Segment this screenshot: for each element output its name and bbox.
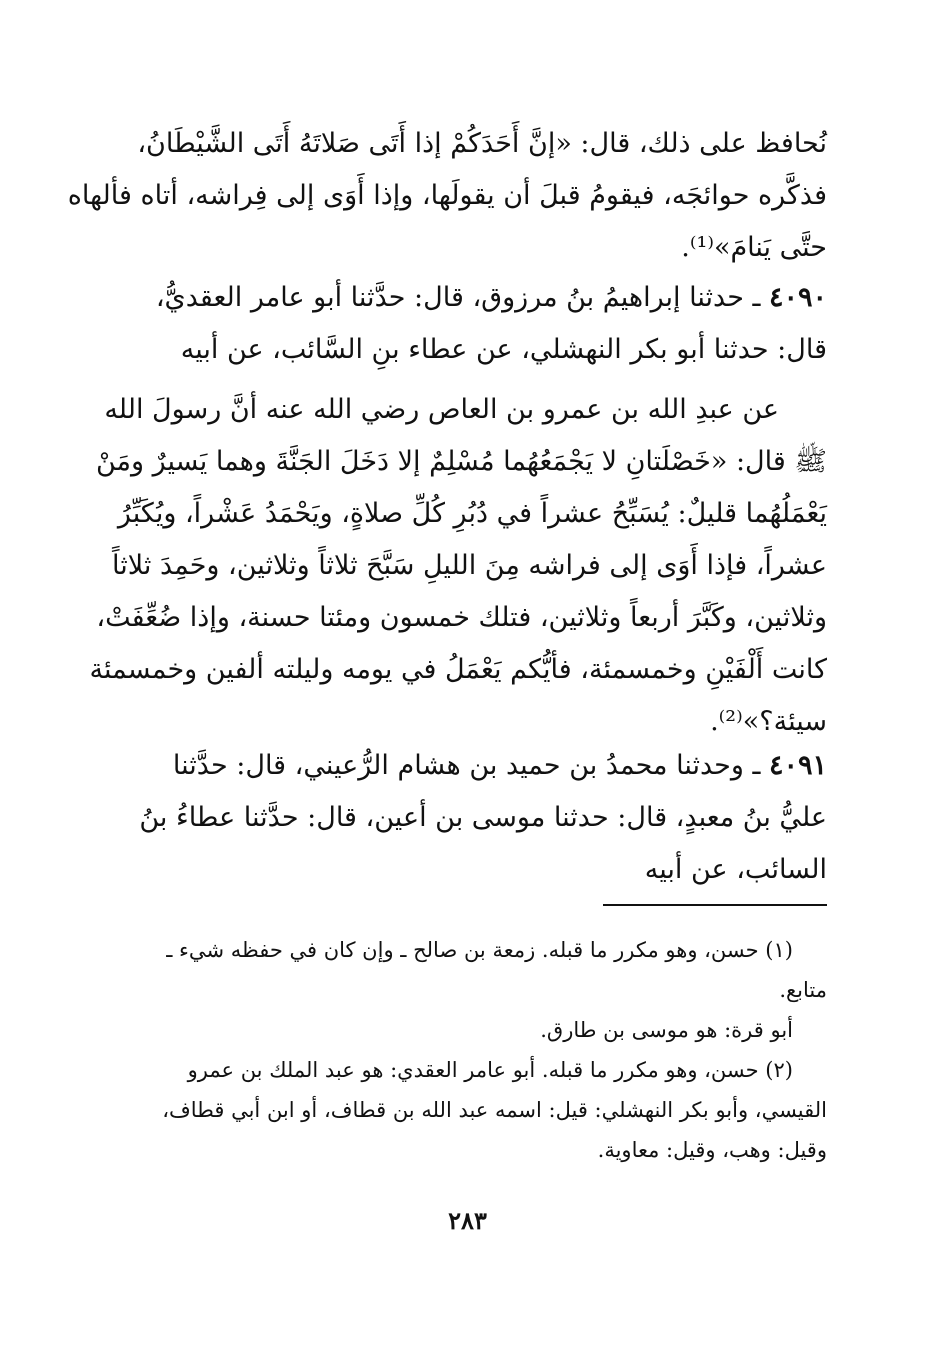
text-line-content: ـ وحدثنا محمدُ بن حميد بن هشام الرُّعيني، قال: حدَّثنا xyxy=(172,750,761,781)
text-line: عن عبدِ الله بن عمرو بن العاص رضي الله عنه أنَّ رسولَ الله xyxy=(104,394,779,425)
text-line: كانت أَلْفَيْنِ وخمسمئة، فأيُّكم يَعْمَلُ في يومه وليلته ألفين وخمسمئة xyxy=(89,654,827,685)
hadith-4090-isnad xyxy=(107,272,827,376)
text-line: حتَّى يَنامَ»⁽¹⁾. xyxy=(681,232,827,263)
footnote-line: أبو قرة: هو موسى بن طارق. xyxy=(540,1018,793,1042)
text-line: يَعْمَلُهُما قليلٌ: يُسَبِّحُ عشراً في دُبُرِ كُلِّ صلاةٍ، ويَحْمَدُ عَشْراً، ويُكَبِّرُ xyxy=(117,498,827,529)
footnotes xyxy=(105,930,827,1170)
page-number: ٢٨٣ xyxy=(448,1206,487,1235)
text-line: سيئة؟»⁽²⁾. xyxy=(710,706,827,737)
hadith-number: ٤٠٩١ xyxy=(768,750,827,781)
footnote-divider xyxy=(603,904,827,906)
text-line: فذكَّره حوائجَه، فيقومُ قبلَ أن يقولَها، وإذا أَوَى إلى فِراشه، أتاه فألهاه xyxy=(67,180,827,211)
hadith-4090-matn xyxy=(89,384,827,748)
text-line: ﷺ قال: «خَصْلَتانِ لا يَجْمَعُهُما مُسْلِمٌ إلا دَخَلَ الجَنَّةَ وهما يَسيرٌ ومَنْ xyxy=(95,446,827,477)
text-line: السائب، عن أبيه xyxy=(644,854,827,885)
text-line: عشراً، فإذا أَوَى إلى فراشه مِنَ الليلِ سَبَّحَ ثلاثاً وثلاثين، وحَمِدَ ثلاثاً xyxy=(112,550,827,581)
footnote-line: متابع. xyxy=(779,978,827,1002)
text-line-content: ـ حدثنا إبراهيمُ بنُ مرزوق، قال: حدَّثنا أبو عامر العقديُّ، xyxy=(155,282,761,313)
hadith-number: ٤٠٩٠ xyxy=(768,282,827,313)
text-line xyxy=(107,740,827,792)
text-line: عليُّ بنُ معبدٍ، قال: حدثنا موسى بن أعين، قال: حدَّثنا عطاءُ بنُ xyxy=(139,802,827,833)
paragraph-continuation xyxy=(67,118,827,274)
text-line xyxy=(107,272,827,324)
text-line: نُحافظ على ذلك، قال: «إنَّ أَحَدَكُمْ إذا أَتَى صَلاتَهُ أَتَى الشَّيْطَانُ، xyxy=(137,128,827,159)
text-line: وثلاثين، وكَبَّرَ أربعاً وثلاثين، فتلك خمسون ومئتا حسنة، وإذا ضُعِّفَتْ، xyxy=(96,602,827,633)
footnote-line: (١) حسن، وهو مكرر ما قبله. زمعة بن صالح ـ وإن كان في حفظه شيء ـ xyxy=(166,938,793,962)
hadith-4091 xyxy=(107,740,827,896)
footnote-line: وقيل: وهب، وقيل: معاوية. xyxy=(597,1138,827,1162)
text-line: قال: حدثنا أبو بكر النهشلي، عن عطاء بنِ السَّائب، عن أبيه xyxy=(180,334,827,365)
footnote-line: القيسي، وأبو بكر النهشلي: قيل: اسمه عبد الله بن قطاف، أو ابن أبي قطاف، xyxy=(162,1098,827,1122)
footnote-line: (٢) حسن، وهو مكرر ما قبله. أبو عامر العقدي: هو عبد الملك بن عمرو xyxy=(187,1058,793,1082)
